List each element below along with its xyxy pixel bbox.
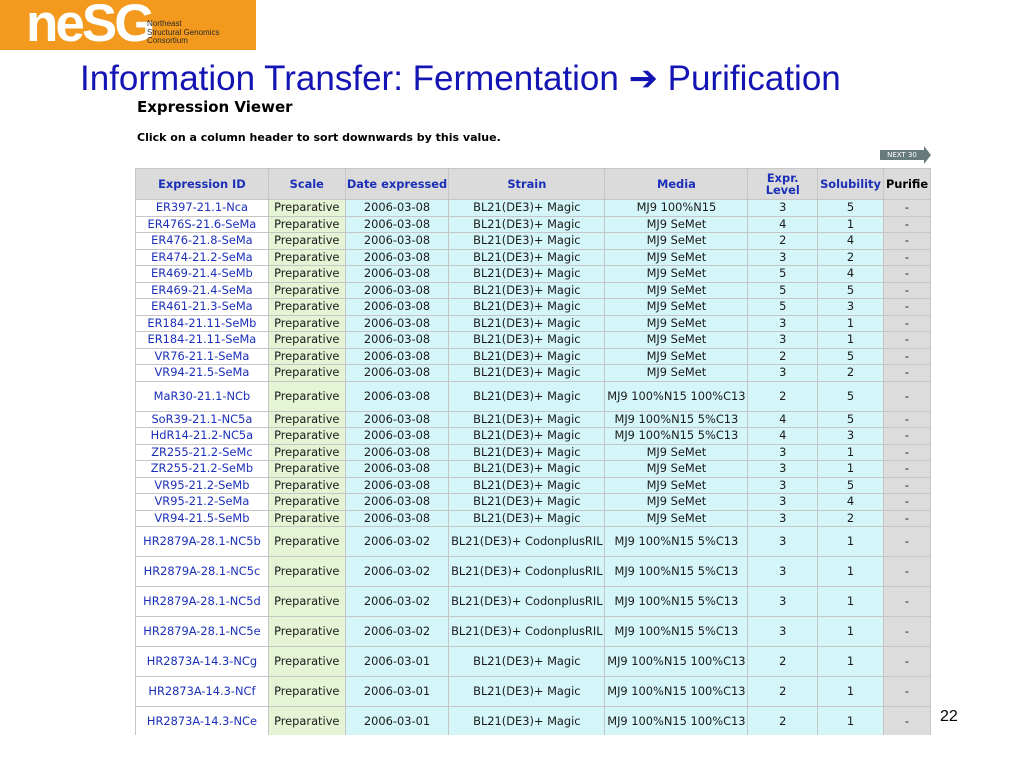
cell-scale: Preparative	[268, 266, 345, 283]
cell-pur: -	[883, 299, 930, 316]
logo-text-line: Northeast	[147, 19, 182, 28]
cell-scale: Preparative	[268, 707, 345, 736]
table-row	[136, 587, 931, 617]
cell-date: 2006-03-08	[345, 216, 449, 233]
table-row	[136, 557, 931, 587]
cell-strain: BL21(DE3)+ Magic	[449, 477, 605, 494]
cell-media: MJ9 SeMet	[605, 249, 748, 266]
table-row	[136, 332, 931, 349]
cell-scale: Preparative	[268, 444, 345, 461]
slide-title: Information Transfer: Fermentation ➔ Purification	[80, 59, 841, 98]
cell-pur: -	[883, 282, 930, 299]
table-row	[136, 617, 931, 647]
table-row	[136, 348, 931, 365]
column-header-id[interactable]: Expression ID	[136, 169, 269, 200]
cell-strain: BL21(DE3)+ Magic	[449, 282, 605, 299]
cell-date: 2006-03-08	[345, 381, 449, 411]
cell-pur: -	[883, 266, 930, 283]
cell-expr: 5	[748, 299, 818, 316]
next-button-label: NEXT 30	[887, 151, 917, 159]
logo-mark: neSG	[26, 0, 153, 50]
cell-scale: Preparative	[268, 249, 345, 266]
cell-expr: 3	[748, 461, 818, 478]
cell-id[interactable]: HR2879A-28.1-NC5d	[136, 587, 269, 617]
cell-date: 2006-03-08	[345, 348, 449, 365]
cell-strain: BL21(DE3)+ Magic	[449, 494, 605, 511]
cell-sol: 5	[818, 381, 884, 411]
cell-media: MJ9 100%N15 5%C13	[605, 527, 748, 557]
cell-expr: 3	[748, 527, 818, 557]
cell-scale: Preparative	[268, 587, 345, 617]
cell-date: 2006-03-08	[345, 315, 449, 332]
cell-date: 2006-03-01	[345, 707, 449, 736]
cell-sol: 4	[818, 233, 884, 250]
cell-expr: 4	[748, 216, 818, 233]
cell-scale: Preparative	[268, 527, 345, 557]
cell-scale: Preparative	[268, 411, 345, 428]
table-header-row	[136, 169, 931, 200]
cell-expr: 3	[748, 332, 818, 349]
logo-text	[147, 20, 219, 46]
cell-expr: 3	[748, 315, 818, 332]
cell-strain: BL21(DE3)+ Magic	[449, 332, 605, 349]
cell-media: MJ9 100%N15 5%C13	[605, 411, 748, 428]
cell-date: 2006-03-08	[345, 332, 449, 349]
cell-id[interactable]: HR2879A-28.1-NC5c	[136, 557, 269, 587]
cell-pur: -	[883, 216, 930, 233]
cell-media: MJ9 SeMet	[605, 510, 748, 527]
nesg-logo	[0, 0, 256, 50]
cell-id[interactable]: HR2879A-28.1-NC5b	[136, 527, 269, 557]
cell-strain: BL21(DE3)+ Magic	[449, 411, 605, 428]
cell-id[interactable]: ER461-21.3-SeMa	[136, 299, 269, 316]
cell-sol: 5	[818, 200, 884, 217]
cell-sol: 1	[818, 315, 884, 332]
cell-strain: BL21(DE3)+ Magic	[449, 428, 605, 445]
cell-strain: BL21(DE3)+ Magic	[449, 677, 605, 707]
table-row	[136, 647, 931, 677]
cell-pur: -	[883, 444, 930, 461]
cell-id[interactable]: ER469-21.4-SeMa	[136, 282, 269, 299]
cell-expr: 2	[748, 707, 818, 736]
cell-expr: 3	[748, 617, 818, 647]
cell-date: 2006-03-08	[345, 444, 449, 461]
cell-id[interactable]: ER469-21.4-SeMb	[136, 266, 269, 283]
cell-media: MJ9 SeMet	[605, 477, 748, 494]
cell-media: MJ9 SeMet	[605, 332, 748, 349]
table-row	[136, 200, 931, 217]
cell-id[interactable]: VR76-21.1-SeMa	[136, 348, 269, 365]
cell-date: 2006-03-02	[345, 617, 449, 647]
expression-table	[135, 168, 931, 735]
cell-expr: 2	[748, 677, 818, 707]
cell-date: 2006-03-08	[345, 428, 449, 445]
cell-sol: 1	[818, 557, 884, 587]
cell-date: 2006-03-01	[345, 647, 449, 677]
cell-expr: 3	[748, 510, 818, 527]
cell-date: 2006-03-08	[345, 200, 449, 217]
cell-expr: 3	[748, 444, 818, 461]
cell-id[interactable]: HR2873A-14.3-NCg	[136, 647, 269, 677]
cell-id[interactable]: ZR255-21.2-SeMc	[136, 444, 269, 461]
cell-pur: -	[883, 233, 930, 250]
cell-date: 2006-03-02	[345, 527, 449, 557]
cell-strain: BL21(DE3)+ Magic	[449, 216, 605, 233]
table-row	[136, 315, 931, 332]
cell-id[interactable]: SoR39-21.1-NC5a	[136, 411, 269, 428]
cell-pur: -	[883, 461, 930, 478]
table-row	[136, 461, 931, 478]
cell-id[interactable]: HdR14-21.2-NC5a	[136, 428, 269, 445]
column-header-pur[interactable]: Purifie	[883, 169, 930, 200]
cell-pur: -	[883, 381, 930, 411]
cell-pur: -	[883, 348, 930, 365]
cell-scale: Preparative	[268, 494, 345, 511]
table-row	[136, 381, 931, 411]
cell-date: 2006-03-01	[345, 677, 449, 707]
cell-sol: 5	[818, 282, 884, 299]
cell-id[interactable]: ER184-21.11-SeMb	[136, 315, 269, 332]
cell-pur: -	[883, 494, 930, 511]
table-row	[136, 707, 931, 736]
cell-expr: 3	[748, 200, 818, 217]
cell-strain: BL21(DE3)+ Magic	[449, 510, 605, 527]
cell-media: MJ9 SeMet	[605, 444, 748, 461]
cell-pur: -	[883, 677, 930, 707]
cell-expr: 2	[748, 647, 818, 677]
cell-sol: 1	[818, 677, 884, 707]
cell-scale: Preparative	[268, 315, 345, 332]
table-row	[136, 428, 931, 445]
cell-sol: 2	[818, 510, 884, 527]
cell-strain: BL21(DE3)+ Magic	[449, 444, 605, 461]
cell-sol: 1	[818, 461, 884, 478]
next-30-button[interactable]	[880, 146, 930, 164]
cell-sol: 5	[818, 477, 884, 494]
cell-expr: 5	[748, 282, 818, 299]
cell-strain: BL21(DE3)+ Magic	[449, 266, 605, 283]
cell-sol: 2	[818, 249, 884, 266]
cell-expr: 3	[748, 587, 818, 617]
table-row	[136, 299, 931, 316]
cell-id[interactable]: ZR255-21.2-SeMb	[136, 461, 269, 478]
cell-media: MJ9 100%N15 5%C13	[605, 428, 748, 445]
cell-sol: 1	[818, 587, 884, 617]
cell-media: MJ9 SeMet	[605, 315, 748, 332]
cell-scale: Preparative	[268, 200, 345, 217]
cell-strain: BL21(DE3)+ Magic	[449, 249, 605, 266]
table-row	[136, 494, 931, 511]
cell-id[interactable]: VR94-21.5-SeMb	[136, 510, 269, 527]
cell-scale: Preparative	[268, 557, 345, 587]
cell-date: 2006-03-08	[345, 461, 449, 478]
cell-date: 2006-03-08	[345, 411, 449, 428]
cell-expr: 4	[748, 428, 818, 445]
cell-strain: BL21(DE3)+ Magic	[449, 365, 605, 382]
cell-media: MJ9 100%N15 100%C13	[605, 677, 748, 707]
cell-pur: -	[883, 249, 930, 266]
cell-strain: BL21(DE3)+ Magic	[449, 461, 605, 478]
cell-pur: -	[883, 587, 930, 617]
cell-media: MJ9 100%N15 100%C13	[605, 647, 748, 677]
cell-date: 2006-03-08	[345, 266, 449, 283]
cell-media: MJ9 SeMet	[605, 266, 748, 283]
cell-strain: BL21(DE3)+ CodonplusRIL	[449, 557, 605, 587]
cell-sol: 1	[818, 216, 884, 233]
cell-media: MJ9 100%N15 100%C13	[605, 707, 748, 736]
cell-scale: Preparative	[268, 461, 345, 478]
table-row	[136, 527, 931, 557]
cell-strain: BL21(DE3)+ Magic	[449, 381, 605, 411]
sort-instruction: Click on a column header to sort downwards by this value.	[137, 131, 501, 144]
cell-sol: 4	[818, 266, 884, 283]
cell-sol: 1	[818, 444, 884, 461]
cell-pur: -	[883, 477, 930, 494]
cell-pur: -	[883, 617, 930, 647]
cell-sol: 5	[818, 348, 884, 365]
cell-expr: 3	[748, 365, 818, 382]
cell-media: MJ9 SeMet	[605, 216, 748, 233]
cell-pur: -	[883, 647, 930, 677]
cell-id[interactable]: ER184-21.11-SeMa	[136, 332, 269, 349]
cell-media: MJ9 100%N15 5%C13	[605, 587, 748, 617]
cell-scale: Preparative	[268, 233, 345, 250]
column-header-date[interactable]: Date expressed	[345, 169, 449, 200]
cell-pur: -	[883, 411, 930, 428]
table-row	[136, 233, 931, 250]
cell-media: MJ9 100%N15 5%C13	[605, 617, 748, 647]
cell-expr: 3	[748, 477, 818, 494]
cell-media: MJ9 100%N15 100%C13	[605, 381, 748, 411]
cell-expr: 5	[748, 266, 818, 283]
cell-scale: Preparative	[268, 677, 345, 707]
cell-scale: Preparative	[268, 365, 345, 382]
slide-number: 22	[940, 708, 958, 725]
cell-strain: BL21(DE3)+ CodonplusRIL	[449, 617, 605, 647]
cell-pur: -	[883, 557, 930, 587]
cell-id[interactable]: ER474-21.2-SeMa	[136, 249, 269, 266]
column-header-strain[interactable]: Strain	[449, 169, 605, 200]
cell-media: MJ9 SeMet	[605, 461, 748, 478]
cell-strain: BL21(DE3)+ Magic	[449, 299, 605, 316]
cell-strain: BL21(DE3)+ Magic	[449, 348, 605, 365]
cell-date: 2006-03-08	[345, 510, 449, 527]
cell-pur: -	[883, 200, 930, 217]
cell-sol: 3	[818, 428, 884, 445]
column-header-sol[interactable]: Solubility	[818, 169, 884, 200]
cell-id[interactable]: HR2879A-28.1-NC5e	[136, 617, 269, 647]
cell-scale: Preparative	[268, 381, 345, 411]
table-row	[136, 266, 931, 283]
logo-text-line: Consortium	[147, 36, 188, 45]
cell-id[interactable]: ER476-21.8-SeMa	[136, 233, 269, 250]
cell-sol: 1	[818, 527, 884, 557]
cell-scale: Preparative	[268, 428, 345, 445]
column-header-scale[interactable]: Scale	[268, 169, 345, 200]
cell-sol: 3	[818, 299, 884, 316]
table-row	[136, 444, 931, 461]
cell-sol: 1	[818, 617, 884, 647]
cell-expr: 3	[748, 249, 818, 266]
cell-scale: Preparative	[268, 282, 345, 299]
cell-media: MJ9 SeMet	[605, 348, 748, 365]
cell-id[interactable]: VR95-21.2-SeMb	[136, 477, 269, 494]
cell-scale: Preparative	[268, 647, 345, 677]
column-header-expr[interactable]: Expr. Level	[748, 169, 818, 200]
cell-sol: 5	[818, 411, 884, 428]
cell-date: 2006-03-08	[345, 494, 449, 511]
table-row	[136, 510, 931, 527]
cell-id[interactable]: HR2873A-14.3-NCe	[136, 707, 269, 736]
cell-scale: Preparative	[268, 299, 345, 316]
cell-expr: 2	[748, 233, 818, 250]
cell-sol: 1	[818, 332, 884, 349]
cell-date: 2006-03-08	[345, 477, 449, 494]
table-row	[136, 249, 931, 266]
cell-id[interactable]: MaR30-21.1-NCb	[136, 381, 269, 411]
cell-id[interactable]: ER476S-21.6-SeMa	[136, 216, 269, 233]
cell-sol: 4	[818, 494, 884, 511]
cell-date: 2006-03-02	[345, 557, 449, 587]
cell-date: 2006-03-08	[345, 365, 449, 382]
expression-viewer-heading: Expression Viewer	[137, 98, 293, 116]
table-body	[136, 200, 931, 736]
cell-scale: Preparative	[268, 477, 345, 494]
cell-id[interactable]: ER397-21.1-Nca	[136, 200, 269, 217]
cell-id[interactable]: VR95-21.2-SeMa	[136, 494, 269, 511]
cell-media: MJ9 SeMet	[605, 365, 748, 382]
cell-pur: -	[883, 428, 930, 445]
table-row	[136, 411, 931, 428]
cell-scale: Preparative	[268, 617, 345, 647]
cell-pur: -	[883, 527, 930, 557]
cell-strain: BL21(DE3)+ Magic	[449, 200, 605, 217]
cell-media: MJ9 SeMet	[605, 299, 748, 316]
cell-media: MJ9 100%N15 5%C13	[605, 557, 748, 587]
cell-sol: 1	[818, 647, 884, 677]
column-header-media[interactable]: Media	[605, 169, 748, 200]
cell-sol: 2	[818, 365, 884, 382]
table-row	[136, 477, 931, 494]
cell-scale: Preparative	[268, 348, 345, 365]
table-row	[136, 216, 931, 233]
cell-strain: BL21(DE3)+ CodonplusRIL	[449, 527, 605, 557]
cell-sol: 1	[818, 707, 884, 736]
cell-date: 2006-03-02	[345, 587, 449, 617]
cell-expr: 4	[748, 411, 818, 428]
cell-expr: 3	[748, 557, 818, 587]
cell-id[interactable]: VR94-21.5-SeMa	[136, 365, 269, 382]
expression-table-viewport[interactable]	[135, 168, 931, 735]
cell-pur: -	[883, 315, 930, 332]
table-row	[136, 365, 931, 382]
cell-date: 2006-03-08	[345, 282, 449, 299]
cell-expr: 3	[748, 494, 818, 511]
cell-media: MJ9 SeMet	[605, 233, 748, 250]
cell-date: 2006-03-08	[345, 299, 449, 316]
cell-pur: -	[883, 707, 930, 736]
cell-strain: BL21(DE3)+ CodonplusRIL	[449, 587, 605, 617]
cell-media: MJ9 SeMet	[605, 282, 748, 299]
logo-text-line: Structural Genomics	[147, 27, 220, 37]
cell-id[interactable]: HR2873A-14.3-NCf	[136, 677, 269, 707]
cell-strain: BL21(DE3)+ Magic	[449, 647, 605, 677]
cell-date: 2006-03-08	[345, 249, 449, 266]
cell-scale: Preparative	[268, 510, 345, 527]
cell-scale: Preparative	[268, 216, 345, 233]
cell-pur: -	[883, 510, 930, 527]
cell-expr: 2	[748, 348, 818, 365]
cell-strain: BL21(DE3)+ Magic	[449, 233, 605, 250]
cell-strain: BL21(DE3)+ Magic	[449, 315, 605, 332]
arrow-right-icon	[924, 146, 931, 164]
cell-media: MJ9 100%N15	[605, 200, 748, 217]
cell-scale: Preparative	[268, 332, 345, 349]
cell-pur: -	[883, 332, 930, 349]
cell-strain: BL21(DE3)+ Magic	[449, 707, 605, 736]
cell-expr: 2	[748, 381, 818, 411]
cell-date: 2006-03-08	[345, 233, 449, 250]
table-row	[136, 282, 931, 299]
cell-media: MJ9 SeMet	[605, 494, 748, 511]
cell-pur: -	[883, 365, 930, 382]
table-row	[136, 677, 931, 707]
